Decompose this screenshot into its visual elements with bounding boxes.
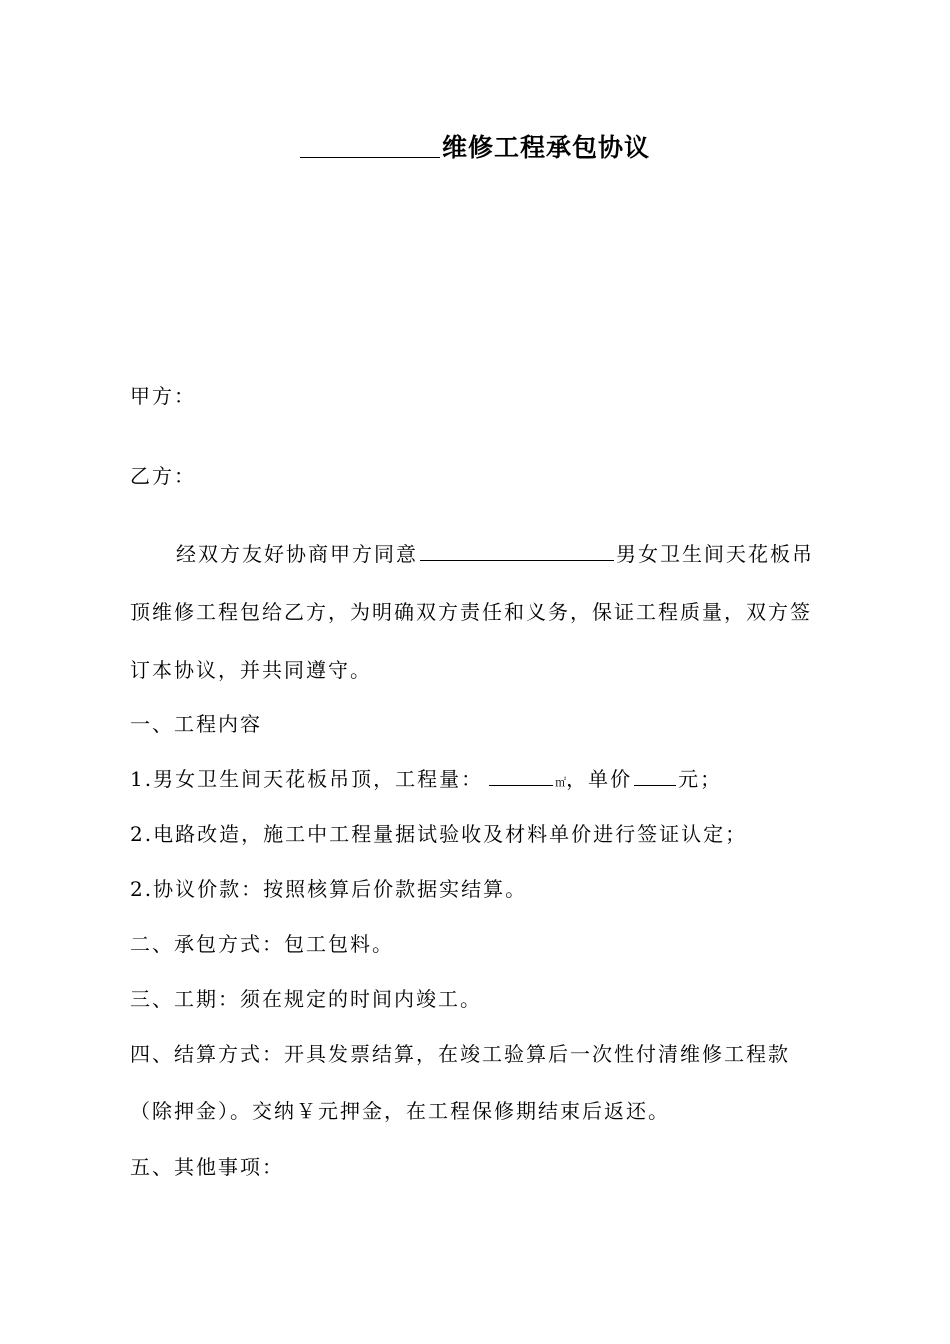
project-name-blank <box>420 540 614 561</box>
party-b-label: 乙方： <box>130 464 196 488</box>
section-5-line: 五、其他事项： <box>130 1155 284 1179</box>
party-a-label: 甲方： <box>130 384 196 408</box>
title-blank-line <box>300 132 440 158</box>
quantity-blank <box>489 765 553 786</box>
section-3-line: 三、工期：须在规定的时间内竣工。 <box>130 987 482 1011</box>
section-2-line: 二、承包方式：包工包料。 <box>130 932 394 956</box>
item-1-suffix: 元； <box>678 767 723 791</box>
item-2-line: 2.电路改造，施工中工程量据试验收及材料单价进行签证认定； <box>130 822 748 846</box>
intro-text-part-1: 经双方友好协商甲方同意 <box>176 542 418 566</box>
section-1-heading: 一、工程内容 <box>130 712 262 736</box>
section-4-line-1: 四、结算方式：开具发票结算，在竣工验算后一次性付清维修工程款 <box>130 1042 790 1066</box>
unit-label: ㎡ <box>555 776 567 789</box>
document-title: 维修工程承包协议 <box>441 133 650 162</box>
price-label: ，单价 <box>566 767 633 791</box>
unit-price-blank <box>634 765 676 786</box>
item-3-line: 2.协议价款：按照核算后价款据实结算。 <box>130 877 528 901</box>
item-1-line <box>130 764 722 798</box>
intro-paragraph-line-1 <box>176 539 814 569</box>
intro-text-part-2: 男女卫生间天花板吊 <box>616 542 814 566</box>
intro-paragraph-line-2: 顶维修工程包给乙方，为明确双方责任和义务，保证工程质量，双方签 <box>130 600 812 624</box>
section-4-line-2: （除押金）。交纳￥元押金，在工程保修期结束后返还。 <box>130 1099 670 1123</box>
intro-paragraph-line-3: 订本协议，并共同遵守。 <box>130 658 372 682</box>
item-1-prefix: 1.男女卫生间天花板吊顶，工程量： <box>130 767 484 791</box>
document-title-line <box>0 128 950 168</box>
